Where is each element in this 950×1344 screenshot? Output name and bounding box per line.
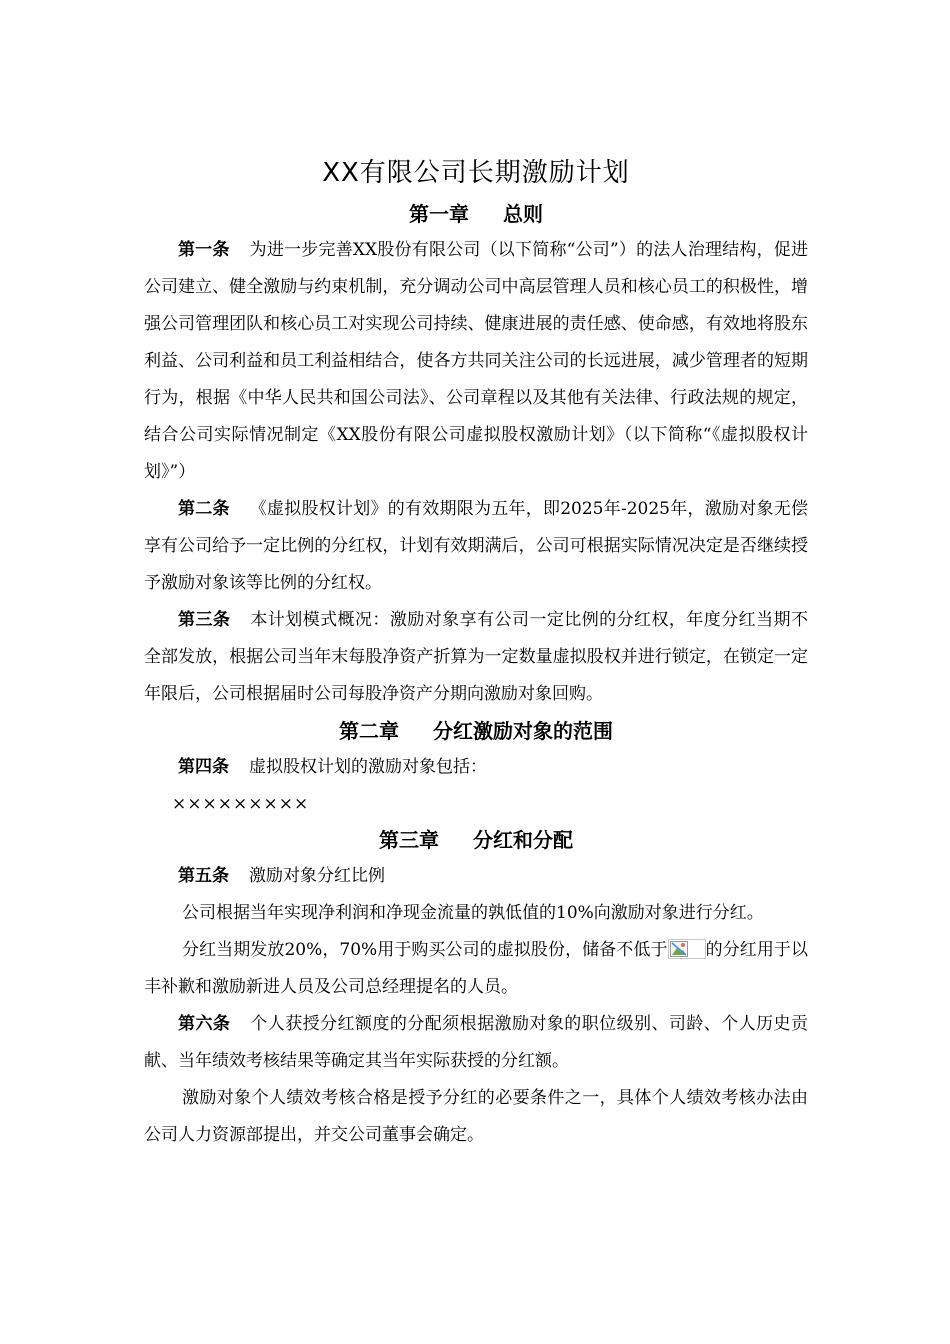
article-label: 第六条 (178, 1014, 231, 1034)
chapter-3-heading (144, 822, 808, 858)
chapter-name: 总则 (503, 202, 543, 226)
article-text: 激励对象分红比例 (249, 866, 385, 886)
article-label: 第五条 (178, 866, 229, 886)
chapter-label: 第一章 (409, 202, 469, 226)
document-page (144, 150, 808, 1154)
article-1 (144, 232, 808, 491)
article-5 (144, 858, 808, 895)
article-label: 第二条 (178, 499, 230, 519)
article-4 (144, 749, 808, 786)
article-text: 为进一步完善XX股份有限公司（以下简称“公司”）的法人治理结构，促进公司建立、健全激励与约束机制，充分调动公司中高层管理人员和核心员工的积极性，增强公司管理团队和核心员工对实现公司持续、健康进展的责任感、使命感，有效地将股东利益、公司利益和员工利益相结合，使各方共同关注公司的长远进展，减少管理者的短期行为，根据《中华人民共和国公司法》、公司章程以及其他有关法律、行政法规的规定，结合公司实际情况制定《XX股份有限公司虚拟股权激励计划》（以下简称“《虚拟股权计划》”） (144, 240, 808, 482)
paragraph-text-before: 分红当期发放20%，70%用于购买公司的虚拟股份，储备不低于 (182, 940, 668, 960)
article-6 (144, 1006, 808, 1080)
article-label: 第一条 (178, 240, 230, 260)
paragraph-text-after: 的分红用于以丰补歉和激励新进人员及公司总经理提名的人员。 (144, 940, 809, 997)
article-label: 第四条 (178, 757, 229, 777)
article-5-paragraph-1: 公司根据当年实现净利润和净现金流量的孰低值的10%向激励对象进行分红。 (182, 903, 764, 923)
article-2 (144, 491, 808, 602)
chapter-label: 第二章 (339, 719, 399, 743)
chapter-name: 分红和分配 (473, 828, 573, 852)
article-3 (144, 602, 808, 713)
document-title: XX有限公司长期激励计划 (322, 158, 630, 188)
chapter-name: 分红激励对象的范围 (433, 719, 613, 743)
article-label: 第三条 (178, 610, 231, 630)
article-text: 本计划模式概况：激励对象享有公司一定比例的分红权，年度分红当期不全部发放，根据公司当年末每股净资产折算为一定数量虚拟股权并进行锁定，在锁定一定年限后，公司根据届时公司每股净资产分期向激励对象回购。 (144, 610, 809, 704)
broken-image-icon (668, 939, 706, 959)
article-6-paragraph-2: 激励对象个人绩效考核合格是授予分红的必要条件之一，具体个人绩效考核办法由公司人力资源部提出，并交公司董事会确定。 (144, 1088, 808, 1145)
placeholder-list: ××××××××× (172, 794, 310, 814)
article-text: 个人获授分红额度的分配须根据激励对象的职位级别、司龄、个人历史贡献、当年绩效考核结果等确定其当年实际获授的分红额。 (144, 1014, 809, 1071)
chapter-1-heading (144, 196, 808, 232)
chapter-label: 第三章 (379, 828, 439, 852)
article-text: 《虚拟股权计划》的有效期限为五年，即2025年-2025年，激励对象无偿享有公司给予一定比例的分红权，计划有效期满后，公司可根据实际情况决定是否继续授予激励对象该等比例的分红权。 (144, 499, 808, 593)
article-5-paragraph-2 (144, 932, 808, 1006)
chapter-2-heading (144, 713, 808, 749)
article-text: 虚拟股权计划的激励对象包括： (249, 757, 487, 777)
